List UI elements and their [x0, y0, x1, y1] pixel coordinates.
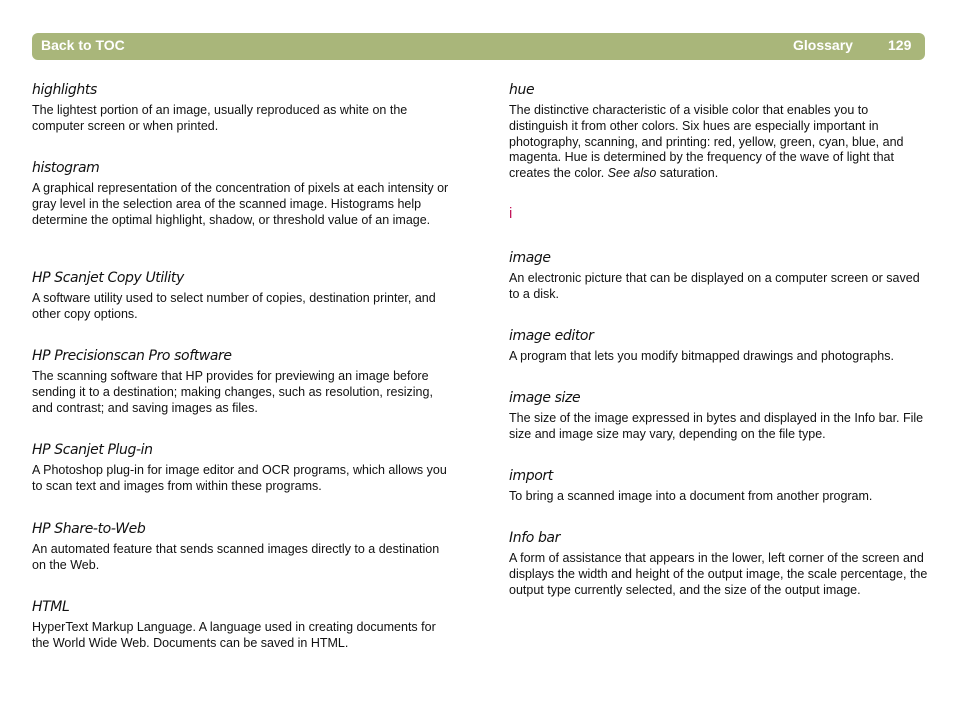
glossary-entry	[32, 157, 452, 267]
see-also-label: See also	[607, 166, 657, 181]
entry-term: Info bar	[509, 530, 560, 546]
left-column	[32, 79, 452, 652]
entry-definition: To bring a scanned image into a document from another program.	[509, 489, 873, 503]
glossary-entry	[509, 79, 929, 204]
glossary-entry	[32, 518, 452, 596]
definition-text: The distinctive characteristic of a visible color that enables you to distinguish it from other colors. Six hues are especially important in photography, scanning, and printing: red, yellow, green, cyan, blue, and magenta. Hue is determined by the frequency of the wave of light that creates the color.	[509, 103, 904, 181]
glossary-entry	[509, 465, 929, 527]
glossary-entry	[509, 527, 929, 598]
glossary-entry	[32, 267, 452, 345]
entry-term: HP Scanjet Plug-in	[32, 442, 153, 458]
entry-term: image editor	[509, 328, 594, 344]
entry-term: HP Scanjet Copy Utility	[32, 270, 184, 286]
entry-term: image	[509, 250, 551, 266]
glossary-entry	[509, 247, 929, 325]
entry-definition: A form of assistance that appears in the lower, left corner of the screen and displays the width and height of the output image, the scale percentage, the output type currently selected, and the size of the output image.	[509, 551, 928, 597]
entry-definition: A software utility used to select number of copies, destination printer, and other copy options.	[32, 291, 436, 321]
glossary-entry	[32, 596, 452, 652]
glossary-entry	[32, 79, 452, 157]
see-also-target: saturation.	[656, 166, 719, 181]
entry-definition: An electronic picture that can be displayed on a computer screen or saved to a disk.	[509, 271, 920, 301]
entry-term: HP Share-to-Web	[32, 521, 146, 537]
glossary-entry	[509, 387, 929, 465]
right-column	[509, 79, 929, 598]
page-number: 129	[888, 37, 912, 53]
entry-term: histogram	[32, 160, 100, 176]
glossary-entry	[32, 345, 452, 439]
entry-term: image size	[509, 390, 581, 406]
section-letter: i	[509, 205, 513, 222]
entry-definition: The lightest portion of an image, usually reproduced as white on the computer screen or when printed.	[32, 103, 408, 133]
entry-definition: The size of the image expressed in bytes and displayed in the Info bar. File size and image size may vary, depending on the file type.	[509, 411, 924, 441]
entry-term: hue	[509, 82, 535, 98]
entry-definition: An automated feature that sends scanned images directly to a destination on the Web.	[32, 542, 440, 572]
entry-definition: A graphical representation of the concentration of pixels at each intensity or gray level in the selection area of the scanned image. Histograms help determine the optimal highlight, shadow, or threshold value of an image.	[32, 181, 449, 227]
entry-definition	[509, 103, 929, 182]
entry-definition: A Photoshop plug-in for image editor and OCR programs, which allows you to scan text and images from within these programs.	[32, 463, 447, 493]
entry-term: highlights	[32, 82, 97, 98]
glossary-entry	[32, 439, 452, 518]
back-to-toc-link[interactable]: Back to TOC	[41, 37, 125, 53]
entry-definition: The scanning software that HP provides for previewing an image before sending it to a destination; making changes, such as resolution, resizing, and contrast; and saving images as files.	[32, 369, 433, 415]
glossary-entry	[509, 325, 929, 387]
entry-definition: HyperText Markup Language. A language used in creating documents for the World Wide Web. Documents can be saved in HTML.	[32, 620, 436, 650]
section-letter-block	[509, 204, 929, 247]
entry-term: HP Precisionscan Pro software	[32, 348, 232, 364]
entry-term: import	[509, 468, 553, 484]
entry-definition: A program that lets you modify bitmapped drawings and photographs.	[509, 349, 894, 363]
entry-term: HTML	[32, 599, 70, 615]
section-title: Glossary	[793, 37, 853, 53]
header-bar	[32, 33, 925, 60]
